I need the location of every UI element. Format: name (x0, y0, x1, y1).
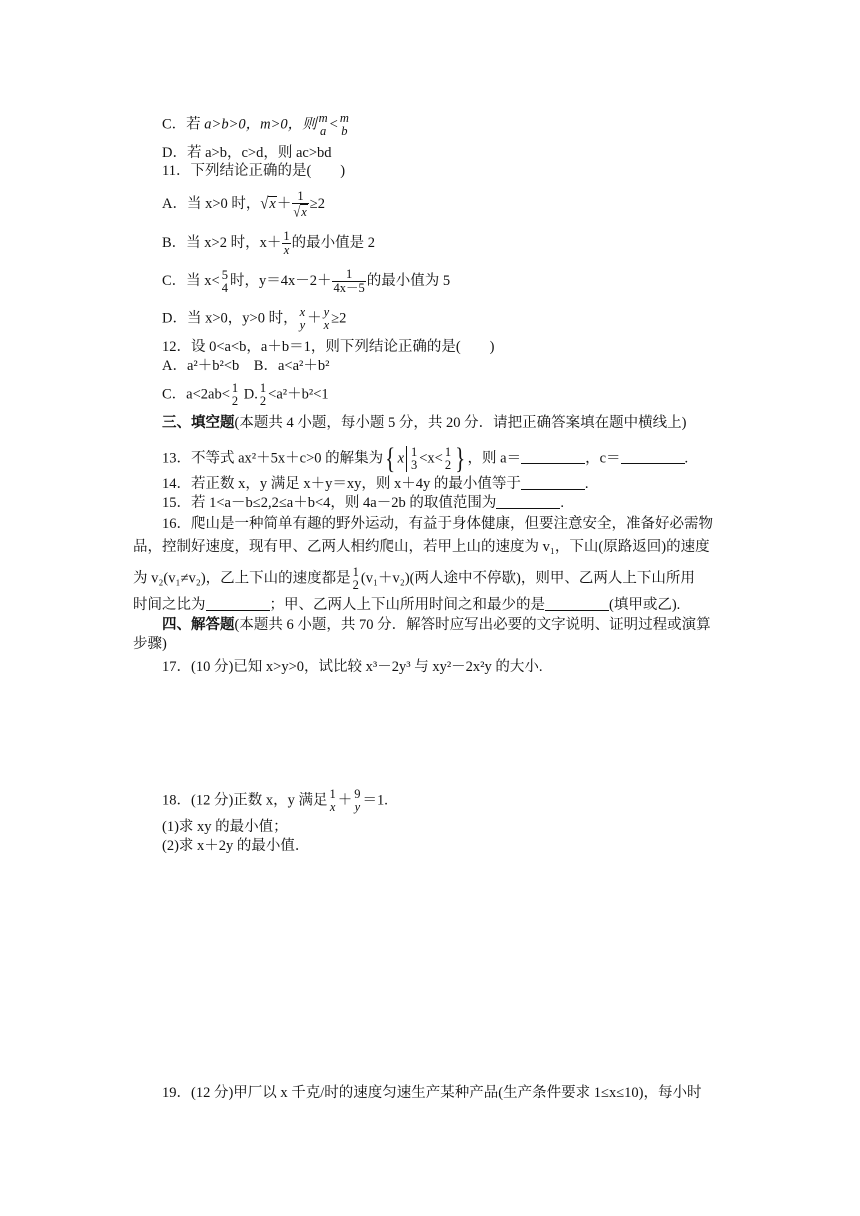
right-brace: } (455, 442, 466, 475)
answer-blank[interactable] (521, 475, 585, 490)
q16-line-2: 品，控制好速度，现有甲、乙两人相约爬山，若甲上山的速度为 v₁，下山(原路返回)的速度 (133, 539, 710, 555)
section-4-heading-cont: 步骤) (133, 636, 167, 652)
fraction: 5 4 (221, 267, 228, 295)
q16-line-3: 为 v₂(v₁≠v₂)，乙上下山的速度都是 1 2 (v₁＋v₂)(两人途中不停歇)，则甲、乙两人上下山所用 (133, 565, 695, 592)
answer-blank-a[interactable] (521, 449, 585, 464)
section-4-heading: 四、解答题(本题共 6 小题，共 70 分．解答时应写出必要的文字说明、证明过程或演算 (162, 617, 711, 633)
q11-option-d: D．当 x>0，y>0 时， x y ＋ y x ≥2 (162, 305, 347, 332)
set-divider (406, 446, 407, 472)
section-title: 四、解答题 (162, 617, 235, 633)
q13: 13．不等式 ax²＋5x＋c>0 的解集为{ x 1 3 <x< 1 2 } ，则 a＝ ，c＝ . (162, 442, 689, 475)
q11-option-a: A．当 x>0 时，√x＋ $\frac{1}{√x}$ ≥2 (162, 189, 325, 220)
fraction: 1 2 (259, 381, 267, 408)
fraction: $\frac{1}{x}$ (283, 229, 290, 257)
answer-blank-ratio[interactable] (206, 596, 270, 611)
q18-part-1: (1)求 xy 的最小值； (162, 819, 288, 835)
q15: 15．若 1<a－b≤2,2≤a＋b<4，则 4a－2b 的取值范围为 . (162, 495, 564, 511)
q10-option-c: C．若 a>b>0，m>0，则 m a < m b (162, 111, 349, 138)
q16-line-1: 16．爬山是一种简单有趣的野外运动，有益于身体健康，但要注意安全，准备好必需物 (162, 516, 713, 532)
fraction: $\frac{1}{√x}$ (293, 189, 307, 220)
fraction: y x (323, 305, 330, 332)
answer-blank[interactable] (496, 494, 560, 509)
q12-options-cd: C．a<2ab< 1 2 D. 1 2 <a²＋b²<1 (162, 381, 329, 408)
q18-part-2: (2)求 x＋2y 的最小值． (162, 838, 310, 854)
q11-option-c: C．当 x< 5 4 时，y＝4x－2＋ $\frac{1}{4x-5}$ 的最小值为 5 (162, 267, 451, 295)
q18-stem: 18．(12 分)正数 x，y 满足 1 x ＋ 9 y ＝1. (162, 787, 388, 814)
fraction: 1 x (329, 787, 336, 814)
q19: 19．(12 分)甲厂以 x 千克/时的速度匀速生产某种产品(生产条件要求 1≤x≤10)，每小时 (162, 1085, 702, 1101)
fraction: m b (339, 111, 349, 138)
left-brace: { (385, 442, 396, 475)
q11-option-b: B．当 x>2 时，x＋ $\frac{1}{x}$ 的最小值是 2 (162, 229, 375, 257)
q17: 17．(10 分)已知 x>y>0，试比较 x³－2y³ 与 xy²－2x²y 的大小. (162, 659, 543, 675)
q12-options-ab: A．a²＋b²<b B．a<a²＋b² (162, 358, 330, 374)
fraction: m a (318, 111, 328, 138)
fraction: 1 2 (444, 445, 452, 472)
q16-line-4: 时间之比为 ；甲、乙两人上下山所用时间之和最少的是 (填甲或乙). (133, 597, 681, 613)
sqrt-sign: √ (260, 194, 269, 214)
q10-option-d: D．若 a>b，c>d，则 ac>bd (162, 145, 332, 161)
fraction: 1 2 (352, 565, 359, 592)
q11-stem: 11．下列结论正确的是( ) (162, 163, 346, 179)
q14: 14．若正数 x，y 满足 x＋y＝xy，则 x＋4y 的最小值等于 . (162, 476, 589, 492)
fraction: 1 2 (231, 381, 239, 408)
fraction: 9 y (354, 787, 361, 814)
section-title: 三、填空题 (162, 415, 235, 431)
section-3-heading: 三、填空题(本题共 4 小题，每小题 5 分，共 20 分．请把正确答案填在题中横线上) (162, 415, 687, 431)
fraction: $\frac{1}{4x-5}$ (333, 267, 365, 295)
answer-blank-who[interactable] (545, 596, 609, 611)
fraction: 1 3 (411, 445, 418, 472)
q12-stem: 12．设 0<a<b，a＋b＝1，则下列结论正确的是( ) (162, 339, 495, 355)
fraction: x y (299, 305, 306, 332)
answer-blank-c[interactable] (621, 449, 685, 464)
